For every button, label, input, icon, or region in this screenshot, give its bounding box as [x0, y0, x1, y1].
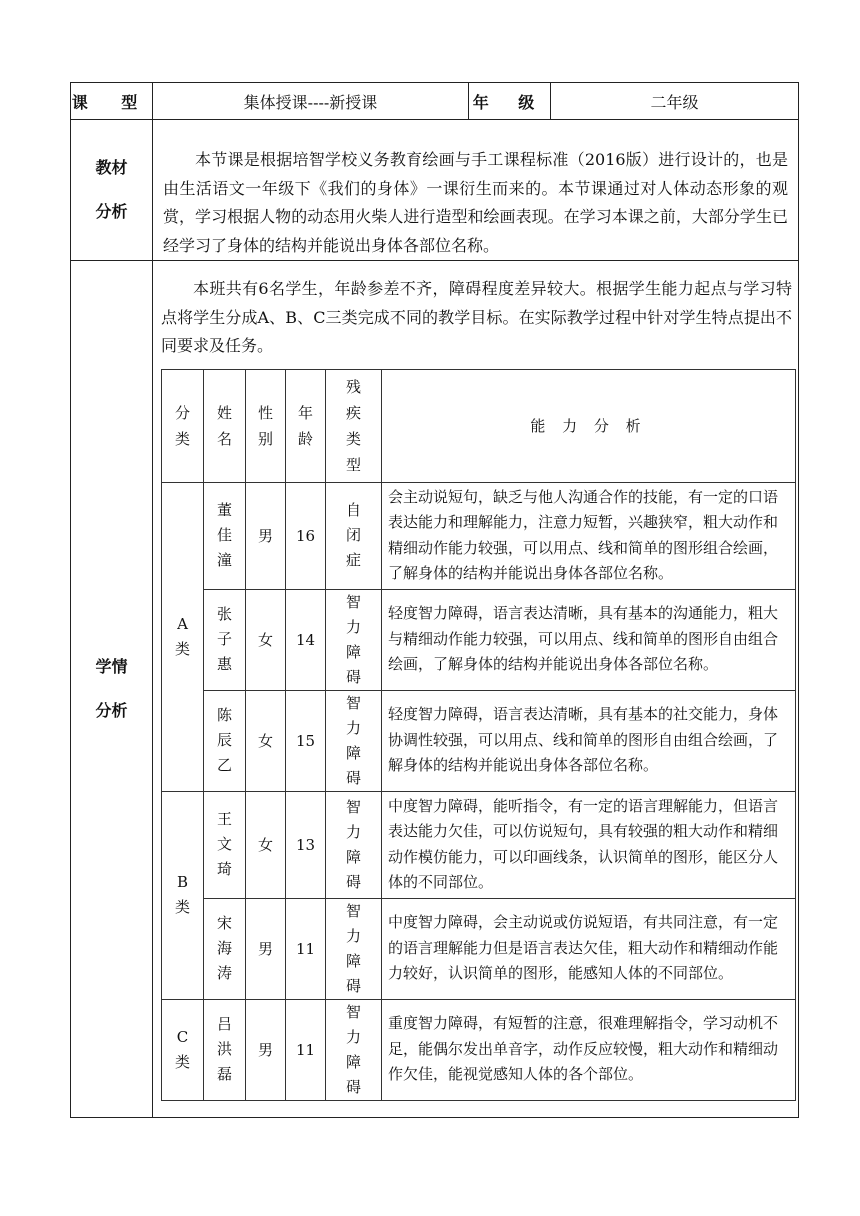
header-row — [71, 83, 799, 120]
student-gender: 女 — [246, 690, 286, 791]
students-label-line2: 分析 — [95, 700, 128, 720]
student-age: 14 — [286, 589, 326, 690]
col-age: 年 龄 — [286, 369, 326, 482]
student-age: 16 — [286, 482, 326, 589]
student-disability: 智 力 障 碍 — [326, 791, 382, 898]
student-disability: 自 闭 症 — [326, 482, 382, 589]
student-ability: 轻度智力障碍，语言表达清晰，具有基本的社交能力，身体协调性较强，可以用点、线和简单的图形自由组合绘画，了解身体的结构并能说出身体各部位名称。 — [382, 690, 796, 791]
material-content — [153, 120, 799, 261]
student-name: 宋 海 涛 — [204, 898, 246, 999]
material-label — [71, 120, 153, 261]
student-name: 陈 辰 乙 — [204, 690, 246, 791]
table-row — [162, 690, 796, 791]
students-label-line1: 学情 — [95, 656, 128, 676]
table-row — [162, 898, 796, 999]
student-ability: 中度智力障碍，能听指令，有一定的语言理解能力，但语言表达能力欠佳，可以仿说短句，具有较强的粗大动作和精细动作模仿能力，可以印画线条，认识简单的图形，能区分人体的不同部位。 — [382, 791, 796, 898]
student-age: 13 — [286, 791, 326, 898]
students-intro: 本班共有6名学生，年龄参差不齐，障碍程度差异较大。根据学生能力起点与学习特点将学生分成A、B、C三类完成不同的教学目标。在实际教学过程中针对学生特点提出不同要求及任务。 — [161, 279, 792, 355]
student-gender: 女 — [246, 791, 286, 898]
grade-label: 年 级 — [469, 83, 551, 120]
student-gender: 女 — [246, 589, 286, 690]
students-label — [71, 261, 153, 1118]
student-disability: 智 力 障 碍 — [326, 999, 382, 1100]
student-name: 吕 洪 磊 — [204, 999, 246, 1100]
material-label-line1: 教材 — [95, 158, 128, 177]
col-ability: 能 力 分 析 — [382, 369, 796, 482]
student-ability: 中度智力障碍，会主动说或仿说短语，有共同注意，有一定的语言理解能力但是语言表达欠佳，粗大动作和精细动作能力较好，认识简单的图形，能感知人体的不同部位。 — [382, 898, 796, 999]
student-name: 张 子 惠 — [204, 589, 246, 690]
student-gender: 男 — [246, 482, 286, 589]
material-text: 本节课是根据培智学校义务教育绘画与手工课程标准（2016版）进行设计的，也是由生活语文一年级下《我们的身体》一课衍生而来的。本节课通过对人体动态形象的观赏，学习根据人物的动态用火柴人进行造型和绘画表现。在学习本课之前，大部分学生已经学习了身体的结构并能说出身体各部位名称。 — [163, 150, 788, 255]
material-row — [71, 120, 799, 261]
col-disability: 残 疾 类 型 — [326, 369, 382, 482]
course-type-value: 集体授课----新授课 — [153, 83, 469, 120]
table-row — [162, 791, 796, 898]
group-c: C 类 — [162, 999, 204, 1100]
student-disability: 智 力 障 碍 — [326, 589, 382, 690]
col-name: 姓 名 — [204, 369, 246, 482]
student-table-header — [162, 369, 796, 482]
student-gender: 男 — [246, 898, 286, 999]
lesson-plan-table — [70, 82, 799, 1118]
student-ability: 重度智力障碍，有短暂的注意，很难理解指令，学习动机不足，能偶尔发出单音字，动作反应较慢，粗大动作和精细动作欠佳，能视觉感知人体的各个部位。 — [382, 999, 796, 1100]
student-disability: 智 力 障 碍 — [326, 898, 382, 999]
table-row — [162, 999, 796, 1100]
student-ability: 会主动说短句，缺乏与他人沟通合作的技能，有一定的口语表达能力和理解能力，注意力短暂，兴趣狭窄，粗大动作和精细动作能力较强，可以用点、线和简单的图形组合绘画，了解身体的结构并能说出身体各部位名称。 — [382, 482, 796, 589]
student-gender: 男 — [246, 999, 286, 1100]
students-row — [71, 261, 799, 1118]
student-age: 15 — [286, 690, 326, 791]
student-age: 11 — [286, 999, 326, 1100]
student-table — [161, 369, 796, 1101]
group-b: B 类 — [162, 791, 204, 999]
table-row — [162, 589, 796, 690]
student-ability: 轻度智力障碍，语言表达清晰，具有基本的沟通能力，粗大与精细动作能力较强，可以用点、线和简单的图形自由组合绘画，了解身体的结构并能说出身体各部位名称。 — [382, 589, 796, 690]
grade-value: 二年级 — [551, 83, 799, 120]
col-gender: 性 别 — [246, 369, 286, 482]
students-content — [153, 261, 799, 1118]
student-age: 11 — [286, 898, 326, 999]
student-name: 董 佳 潼 — [204, 482, 246, 589]
material-label-line2: 分析 — [95, 202, 128, 221]
course-type-label: 课 型 — [71, 83, 153, 120]
student-name: 王 文 琦 — [204, 791, 246, 898]
group-a: A 类 — [162, 482, 204, 791]
table-row — [162, 482, 796, 589]
col-category: 分 类 — [162, 369, 204, 482]
student-disability: 智 力 障 碍 — [326, 690, 382, 791]
